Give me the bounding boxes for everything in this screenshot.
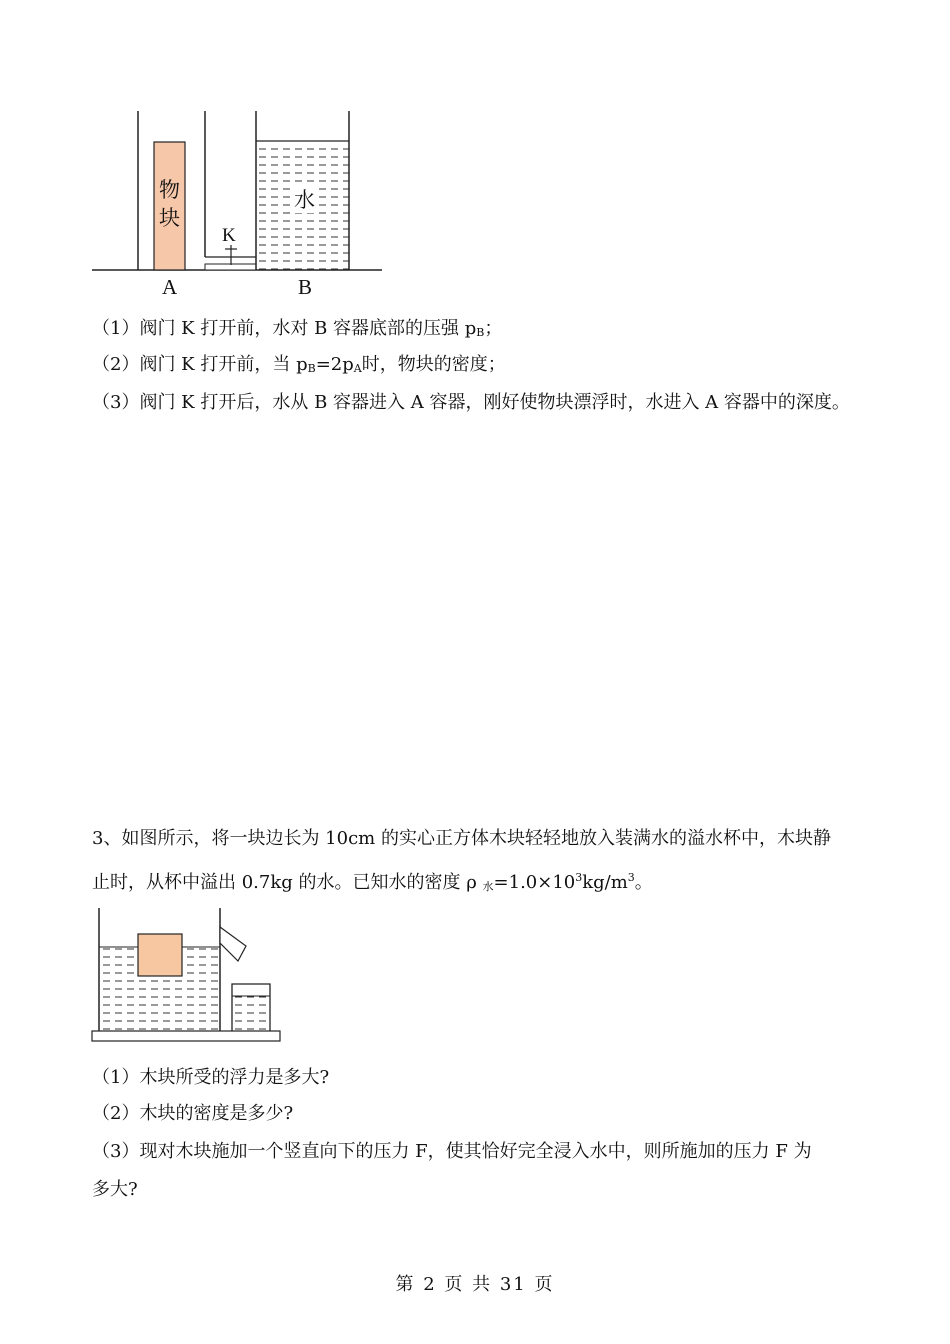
figure-overflow-cup	[90, 905, 290, 1045]
valve-label: K	[222, 225, 236, 246]
label-a: A	[162, 275, 178, 299]
figure-connected-containers	[90, 105, 390, 300]
water-label: 水	[294, 188, 315, 212]
wood-block	[138, 934, 182, 976]
base-plate	[92, 1031, 280, 1041]
block-label-top: 物	[159, 178, 180, 202]
q3-part1: （1）木块所受的浮力是多大?	[92, 1067, 330, 1088]
q3-part3-line2: 多大?	[92, 1179, 138, 1200]
page-footer: 第 2 页 共 31 页	[395, 1274, 555, 1295]
beaker-water	[232, 996, 270, 1031]
q2-part1: （1）阀门 K 打开前，水对 B 容器底部的压强 pB；	[92, 318, 503, 339]
q3-part3-line1: （3）现对木块施加一个竖直向下的压力 F，使其恰好完全浸入水中，则所施加的压力 F 为	[92, 1141, 812, 1162]
q3-stem-line1: 3、如图所示，将一块边长为 10cm 的实心正方体木块轻轻地放入装满水的溢水杯中，木块静	[92, 828, 831, 849]
cup-spout	[220, 927, 246, 961]
q2-part3: （3）阀门 K 打开后，水从 B 容器进入 A 容器，刚好使物块漂浮时，水进入 A 容器中的深度。	[92, 392, 850, 413]
q3-stem-line2: 止时，从杯中溢出 0.7kg 的水。已知水的密度 ρ 水$=1.0\times 10^3kg/m^3$。	[92, 871, 653, 893]
q3-part2: （2）木块的密度是多少?	[92, 1103, 294, 1124]
label-b: B	[298, 275, 313, 299]
block-label-bottom: 块	[159, 206, 180, 230]
q2-part2: （2）阀门 K 打开前，当 pB=2pA时，物块的密度；	[92, 354, 506, 375]
